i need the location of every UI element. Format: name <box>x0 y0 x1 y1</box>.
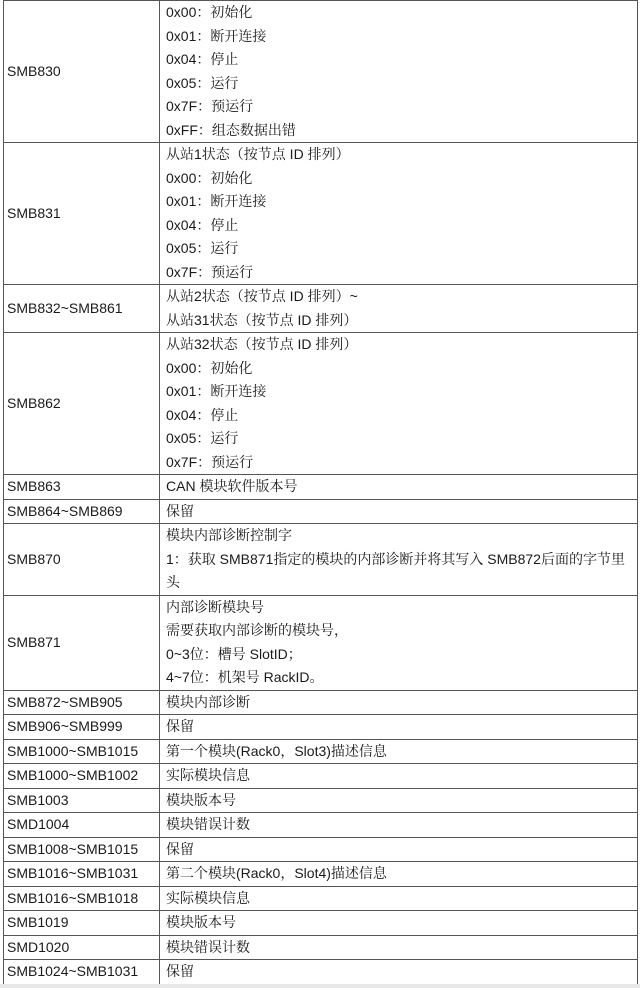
register-description <box>160 595 638 690</box>
register-address: SMB871 <box>4 595 160 690</box>
register-address: SMB1003 <box>4 788 160 813</box>
description-line: 第一个模块(Rack0，Slot3)描述信息 <box>166 742 387 759</box>
table-row <box>4 1 638 143</box>
register-description <box>160 524 638 596</box>
description-line: 模块内部诊断控制字 <box>166 527 292 543</box>
table-row <box>4 764 638 789</box>
register-description <box>160 764 638 789</box>
description-line: 实际模块信息 <box>166 767 250 783</box>
register-address: SMB864~SMB869 <box>4 499 160 524</box>
table-row <box>4 788 638 813</box>
description-line: 保留 <box>166 718 194 734</box>
description-line: 从站1状态（按节点 ID 排列） <box>166 146 350 162</box>
description-line: 模块版本号 <box>166 914 236 930</box>
register-description <box>160 862 638 887</box>
table-row <box>4 475 638 500</box>
register-description <box>160 499 638 524</box>
description-line: 4~7位：机架号 RackID。 <box>166 669 324 685</box>
description-line: 模块内部诊断 <box>166 693 250 710</box>
description-line: 0x7F：预运行 <box>166 263 254 280</box>
register-address: SMB870 <box>4 524 160 596</box>
table-row <box>4 499 638 524</box>
register-description <box>160 788 638 813</box>
register-address: SMB1016~SMB1018 <box>4 886 160 911</box>
description-line: 从站31状态（按节点 ID 排列） <box>166 311 358 328</box>
table-row <box>4 524 638 596</box>
register-description <box>160 837 638 862</box>
description-line: CAN 模块软件版本号 <box>166 478 298 494</box>
description-line: 0x00：初始化 <box>166 169 253 186</box>
description-line: 需要获取内部诊断的模块号， <box>166 622 348 638</box>
description-line: 0xFF：组态数据出错 <box>166 121 296 138</box>
register-table <box>3 0 638 985</box>
description-line: 0x01：断开连接 <box>166 383 267 399</box>
table-row <box>4 285 638 333</box>
description-line: 保留 <box>166 840 194 857</box>
table-row <box>4 886 638 911</box>
register-description <box>160 935 638 960</box>
description-line: 0x00：初始化 <box>166 4 253 20</box>
description-line: 0x04：停止 <box>166 216 239 233</box>
description-line: 0x00：初始化 <box>166 359 253 376</box>
table-row <box>4 862 638 887</box>
register-address: SMB1019 <box>4 911 160 936</box>
register-address: SMB830 <box>4 1 160 143</box>
description-line: 从站32状态（按节点 ID 排列） <box>166 336 358 352</box>
register-address: SMB1008~SMB1015 <box>4 837 160 862</box>
description-line: 0x01：断开连接 <box>166 193 267 209</box>
register-address: SMD1004 <box>4 813 160 838</box>
description-line: 实际模块信息 <box>166 889 250 906</box>
table-row <box>4 143 638 285</box>
register-address: SMB831 <box>4 143 160 285</box>
register-address: SMB862 <box>4 333 160 475</box>
description-line: 0x05：运行 <box>166 240 239 256</box>
description-line: 模块版本号 <box>166 791 236 808</box>
description-line: 模块错误计数 <box>166 816 250 832</box>
register-address: SMB872~SMB905 <box>4 690 160 715</box>
table-row <box>4 333 638 475</box>
register-description <box>160 143 638 285</box>
register-address: SMB863 <box>4 475 160 500</box>
register-description <box>160 739 638 764</box>
register-description <box>160 475 638 500</box>
table-row <box>4 739 638 764</box>
description-line: 0x01：断开连接 <box>166 27 267 44</box>
description-line: 保留 <box>166 502 194 519</box>
register-description <box>160 715 638 740</box>
table-row <box>4 813 638 838</box>
register-description <box>160 886 638 911</box>
register-table-body <box>4 1 638 985</box>
register-address: SMD1020 <box>4 935 160 960</box>
description-line: 第二个模块(Rack0，Slot4)描述信息 <box>166 865 387 881</box>
table-row <box>4 715 638 740</box>
table-row <box>4 911 638 936</box>
description-line: 0x7F：预运行 <box>166 98 254 114</box>
table-row <box>4 960 638 985</box>
register-description <box>160 1 638 143</box>
description-line: 0x04：停止 <box>166 51 239 67</box>
register-address: SMB1024~SMB1031 <box>4 960 160 985</box>
description-line: 模块错误计数 <box>166 938 250 955</box>
register-description <box>160 285 638 333</box>
description-line: 0x05：运行 <box>166 74 239 91</box>
table-row <box>4 595 638 690</box>
register-description <box>160 813 638 838</box>
table-row <box>4 690 638 715</box>
description-line: 从站2状态（按节点 ID 排列）~ <box>166 288 358 304</box>
table-row <box>4 837 638 862</box>
description-line: 0x7F：预运行 <box>166 453 254 470</box>
description-line: 0~3位：槽号 SlotID； <box>166 645 302 662</box>
register-description <box>160 690 638 715</box>
register-table-page <box>3 0 637 985</box>
register-address: SMB1016~SMB1031 <box>4 862 160 887</box>
page-bottom-edge <box>0 984 640 988</box>
description-line: 保留 <box>166 963 194 979</box>
description-line: 0x04：停止 <box>166 406 239 423</box>
register-address: SMB1000~SMB1002 <box>4 764 160 789</box>
description-line: 0x05：运行 <box>166 430 239 446</box>
register-description <box>160 911 638 936</box>
description-line: 1：获取 SMB871指定的模块的内部诊断并将其写入 SMB872后面的字节里头 <box>166 550 625 590</box>
register-description <box>160 960 638 985</box>
register-address: SMB832~SMB861 <box>4 285 160 333</box>
table-row <box>4 935 638 960</box>
register-address: SMB906~SMB999 <box>4 715 160 740</box>
description-line: 内部诊断模块号 <box>166 598 264 615</box>
register-description <box>160 333 638 475</box>
register-address: SMB1000~SMB1015 <box>4 739 160 764</box>
